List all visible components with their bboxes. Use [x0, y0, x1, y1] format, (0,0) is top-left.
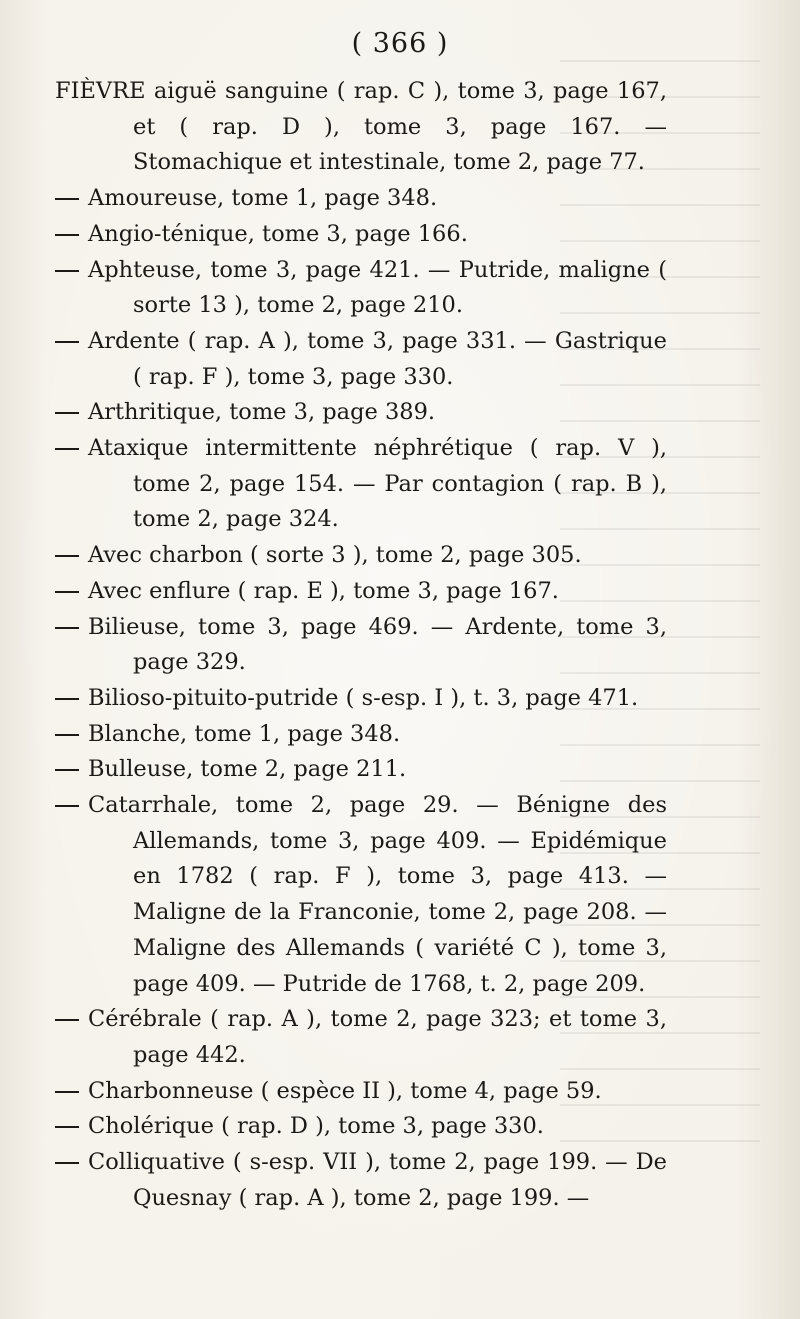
entry-dash [55, 1002, 88, 1038]
entry-text: FIÈVRE aiguë sanguine ( rap. C ), tome 3, page 167, et ( rap. D ), tome 3, page 167. — Stomachique et intestinale, tome 2, page 77. [55, 78, 667, 176]
entry-text: Aphteuse, tome 3, page 421. — Putride, maligne ( sorte 13 ), tome 2, page 210. [88, 256, 667, 319]
entry-text: Avec enflure ( rap. E ), tome 3, page 167. [88, 577, 559, 604]
index-entry [55, 717, 667, 753]
entry-text: Cérébrale ( rap. A ), tome 2, page 323; et tome 3, page 442. [88, 1006, 667, 1068]
entry-text: Charbonneuse ( espèce II ), tome 4, page 59. [88, 1077, 602, 1104]
index-entry-fievre [55, 74, 667, 181]
index-entries [55, 74, 667, 1217]
index-entry [55, 1074, 667, 1110]
entry-dash [55, 538, 88, 574]
index-entry [55, 752, 667, 788]
entry-text: Avec charbon ( sorte 3 ), tome 2, page 305. [88, 542, 582, 569]
entry-dash [55, 752, 88, 788]
entry-dash [55, 788, 88, 824]
entry-text: Blanche, tome 1, page 348. [88, 720, 401, 747]
entry-text: Angio-ténique, tome 3, page 166. [88, 220, 468, 247]
index-entry [55, 324, 667, 395]
index-entry [55, 610, 667, 681]
entry-text: Bilioso-pituito-putride ( s-esp. I ), t. 3, page 471. [88, 684, 639, 711]
entry-dash [55, 610, 88, 646]
entry-dash [55, 181, 88, 217]
entry-text: Arthritique, tome 3, page 389. [88, 399, 436, 426]
entry-dash [55, 717, 88, 753]
entry-text: Colliquative ( s-esp. VII ), tome 2, page 199. — De Quesnay ( rap. A ), tome 2, page 199. — [88, 1149, 667, 1211]
entry-dash [55, 1145, 88, 1181]
entry-text: Catarrhale, tome 2, page 29. — Bénigne des Allemands, tome 3, page 409. — Epidémique en 1782 ( rap. F ), tome 3, page 413. — Maligne de la Franconie, tome 2, page 208. — Maligne des Allemands ( variété C ), tome 3, page 409. — Putride de 1768, t. 2, page 209. [88, 792, 667, 997]
entry-dash [55, 681, 88, 717]
entry-text: Bilieuse, tome 3, page 469. — Ardente, tome 3, page 329. [88, 613, 667, 676]
entry-text: Ardente ( rap. A ), tome 3, page 331. — Gastrique ( rap. F ), tome 3, page 330. [88, 327, 667, 390]
entry-text: Ataxique intermittente néphrétique ( rap. V ), tome 2, page 154. — Par contagion ( rap. B ), tome 2, page 324. [88, 435, 667, 533]
index-entry [55, 431, 667, 538]
index-entry [55, 788, 667, 1002]
page-number: ( 366 ) [351, 28, 449, 59]
index-entry [55, 253, 667, 324]
entry-dash [55, 217, 88, 253]
entry-dash [55, 253, 88, 289]
index-entry [55, 1002, 667, 1073]
entry-dash [55, 395, 88, 431]
entry-dash [55, 574, 88, 610]
index-entry [55, 681, 667, 717]
index-entry [55, 217, 667, 253]
entry-dash [55, 324, 88, 360]
index-entry [55, 574, 667, 610]
entry-text: Bulleuse, tome 2, page 211. [88, 756, 407, 783]
entry-text: Amoureuse, tome 1, page 348. [88, 185, 438, 212]
entry-text: Cholérique ( rap. D ), tome 3, page 330. [88, 1113, 544, 1140]
index-entry [55, 181, 667, 217]
index-entry [55, 1109, 667, 1145]
entry-dash [55, 1109, 88, 1145]
index-entry [55, 1145, 667, 1216]
index-entry [55, 395, 667, 431]
entry-dash [55, 431, 88, 467]
index-entry [55, 538, 667, 574]
entry-dash [55, 1074, 88, 1110]
